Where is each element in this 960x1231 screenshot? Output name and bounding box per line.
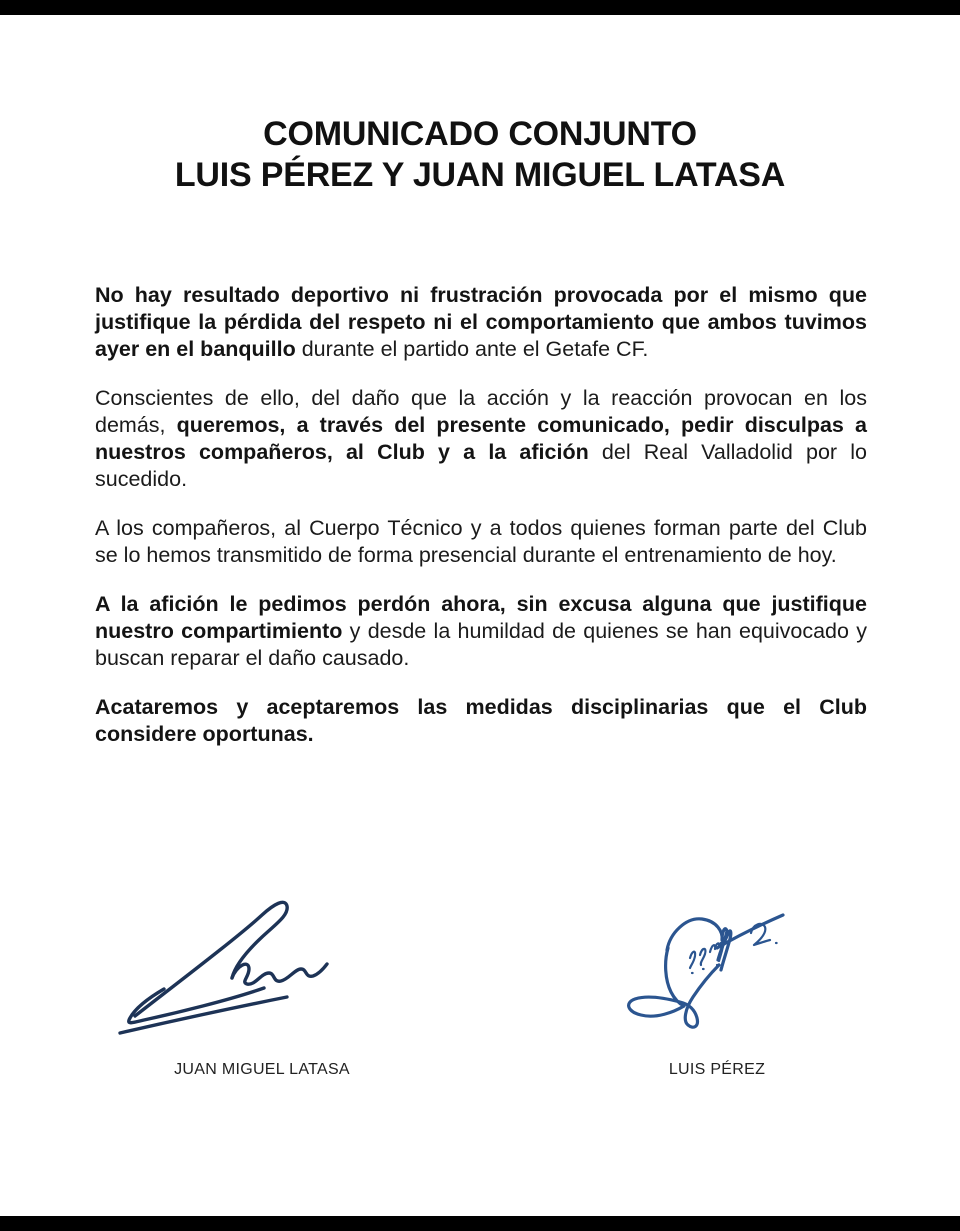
signature-juan-miguel-latasa-icon	[100, 885, 340, 1045]
paragraph-3-regular: A los compañeros, al Cuerpo Técnico y a todos quienes forman parte del Club se lo hemos transmitido de forma presencial durante el entrenamiento de hoy.	[95, 516, 867, 567]
paragraph-2	[95, 385, 867, 493]
paragraph-1-bold: No hay resultado deportivo ni frustración provocada por el mismo que justifique la pérdida del respeto ni el comportamiento que ambos tuvimos ayer en el banquillo	[95, 283, 867, 361]
signatory-name-right: LUIS PÉREZ	[668, 1061, 766, 1078]
statement-body	[95, 282, 867, 770]
title-line-1: COMUNICADO CONJUNTO	[263, 115, 697, 153]
paragraph-5	[95, 694, 867, 748]
paragraph-2-regular-2: del Real Valladolid por lo sucedido.	[95, 440, 867, 491]
document-title	[0, 114, 960, 196]
paragraph-4	[95, 591, 867, 672]
bottom-border-bar	[0, 1216, 960, 1231]
paragraph-2-regular-1: Conscientes de ello, del daño que la acción y la reacción provocan en los demás,	[95, 386, 867, 437]
paragraph-2-bold: queremos, a través del presente comunicado, pedir disculpas a nuestros compañeros, al Club y a la afición	[95, 413, 867, 464]
signature-luis-perez-icon	[610, 895, 810, 1040]
paragraph-1	[95, 282, 867, 363]
signature-right-main-strokes	[629, 915, 783, 1027]
signature-right-detail-strokes	[690, 924, 777, 973]
paragraph-3	[95, 515, 867, 569]
top-border-bar	[0, 0, 960, 15]
paragraph-4-regular: y desde la humildad de quienes se han equivocado y buscan reparar el daño causado.	[95, 619, 867, 670]
paragraph-5-bold: Acataremos y aceptaremos las medidas disciplinarias que el Club considere oportunas.	[95, 695, 867, 746]
title-line-2: LUIS PÉREZ Y JUAN MIGUEL LATASA	[174, 156, 786, 194]
signature-left-strokes	[120, 902, 327, 1033]
signatory-name-left: JUAN MIGUEL LATASA	[174, 1061, 350, 1078]
paragraph-4-bold: A la afición le pedimos perdón ahora, sin excusa alguna que justifique nuestro compartimiento	[95, 592, 867, 643]
paragraph-1-regular: durante el partido ante el Getafe CF.	[295, 337, 649, 361]
